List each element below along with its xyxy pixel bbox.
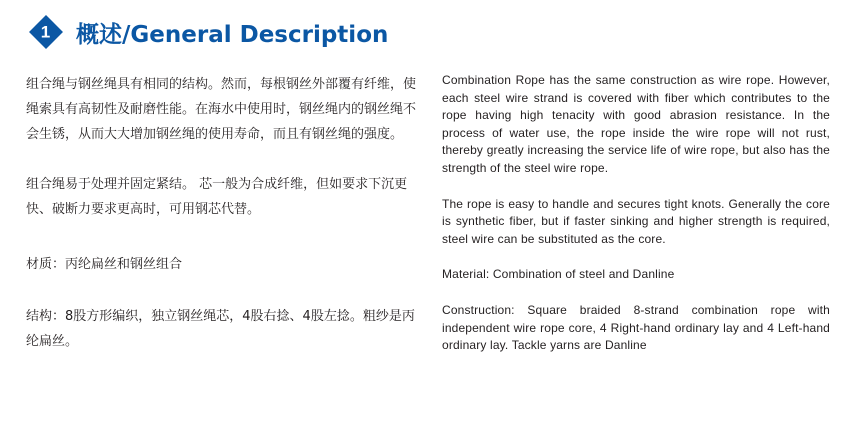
zh-paragraph-material: 材质：丙纶扁丝和钢丝组合: [26, 257, 183, 272]
chinese-description: [26, 72, 420, 354]
section-number: 1: [41, 22, 51, 42]
section-header: [30, 14, 388, 50]
en-paragraph-construction: Combination Rope has the same construction as wire rope. However, each steel wire strand is covered with fiber which contributes to the rope having high tenacity with good abrasion resistance. In the process of water use, the rope inside the wire rope will not rust, thereby greatly increasing the service life of wire rope, but also has the strength of the steel wire rope.: [442, 73, 830, 175]
zh-paragraph-structure: 结构：8股方形编织，独立钢丝绳芯，4股右捻、4股左捻。粗纱是丙纶扁丝。: [26, 309, 415, 349]
zh-paragraph-construction: 组合绳与钢丝绳具有相同的结构。然而，每根钢丝外部覆有纤维，使绳索具有高韧性及耐磨性能。在海水中使用时，钢丝绳内的钢丝绳不会生锈，从而大大增加钢丝绳的使用寿命，而且有钢丝绳的强度。: [26, 77, 417, 142]
section-title: 概述/General Description: [76, 21, 389, 48]
en-paragraph-structure: Construction: Square braided 8-strand combination rope with independent wire rope core, 4 Right-hand ordinary lay and 4 Left-hand ordinary lay. Tackle yarns are Danline: [442, 302, 830, 353]
section-number-badge: [29, 15, 63, 49]
en-paragraph-material: Material: Combination of steel and Danline: [442, 267, 675, 282]
en-paragraph-handling: The rope is easy to handle and secures tight knots. Generally the core is synthetic fiber, but if faster sinking and higher strength is required, steel wire can be substituted as the core.: [442, 196, 830, 246]
zh-paragraph-handling: 组合绳易于处理并固定紧结。 芯一般为合成纤维，但如要求下沉更快、破断力要求更高时，可用钢芯代替。: [26, 177, 408, 217]
english-description: [442, 72, 830, 355]
